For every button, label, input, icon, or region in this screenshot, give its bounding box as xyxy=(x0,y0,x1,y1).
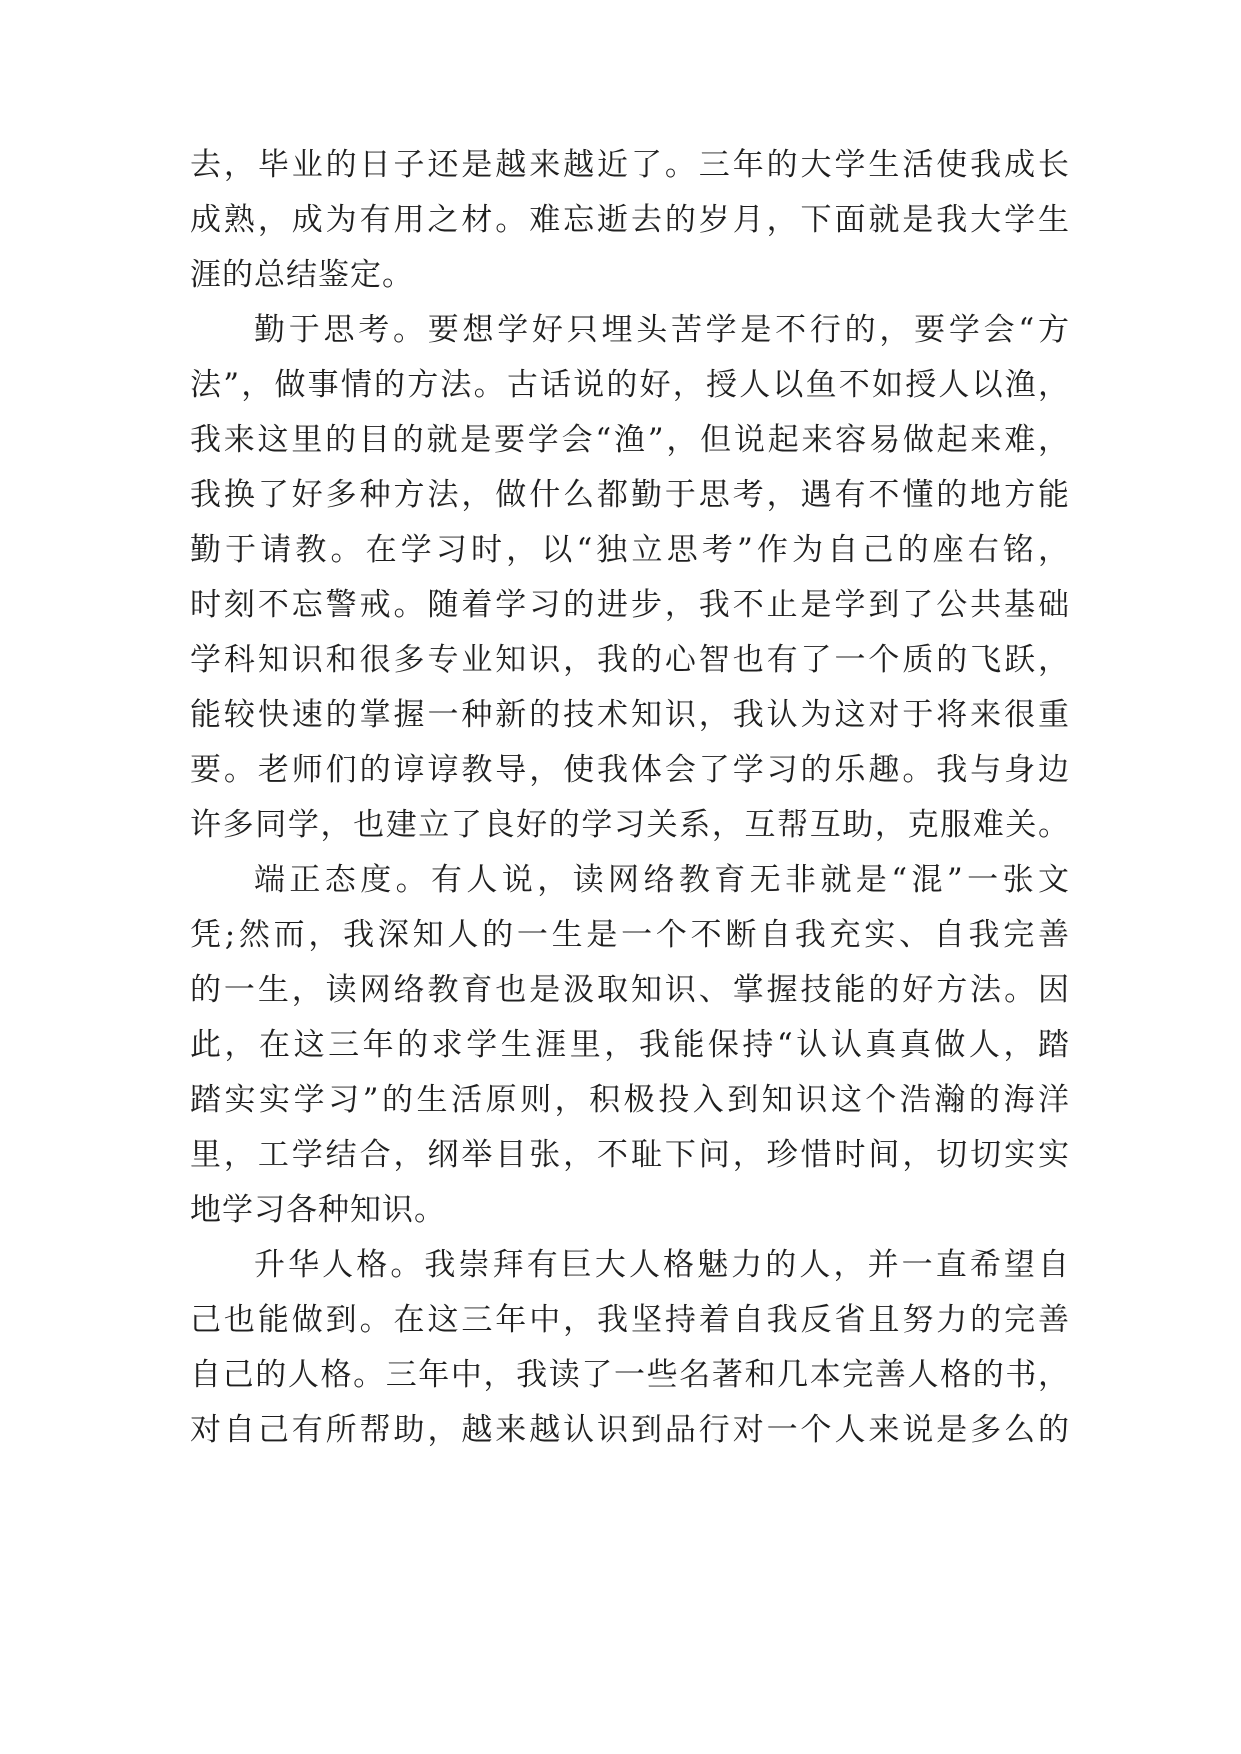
text-line: 己也能做到。在这三年中，我坚持着自我反省且努力的完善 xyxy=(190,1302,1070,1338)
text-line: 我换了好多种方法，做什么都勤于思考，遇有不懂的地方能 xyxy=(190,477,1070,513)
paragraph-first-line: 升华人格。我崇拜有巨大人格魅力的人，并一直希望自 xyxy=(254,1247,1070,1283)
text-line: 许多同学，也建立了良好的学习关系，互帮互助，克服难关。 xyxy=(190,807,1070,843)
text-line: 法”，做事情的方法。古话说的好，授人以鱼不如授人以渔， xyxy=(190,367,1070,403)
text-line: 踏实实学习”的生活原则，积极投入到知识这个浩瀚的海洋 xyxy=(190,1082,1070,1118)
text-line: 涯的总结鉴定。 xyxy=(190,257,414,293)
text-line: 能较快速的掌握一种新的技术知识，我认为这对于将来很重 xyxy=(190,697,1070,733)
text-line: 我来这里的目的就是要学会“渔”，但说起来容易做起来难， xyxy=(190,422,1070,458)
text-line: 去，毕业的日子还是越来越近了。三年的大学生活使我成长 xyxy=(190,147,1070,183)
text-line: 学科知识和很多专业知识，我的心智也有了一个质的飞跃， xyxy=(190,642,1070,678)
text-line: 此，在这三年的求学生涯里，我能保持“认认真真做人，踏 xyxy=(190,1027,1070,1063)
text-line: 的一生，读网络教育也是汲取知识、掌握技能的好方法。因 xyxy=(190,972,1070,1008)
paragraph-first-line: 端正态度。有人说，读网络教育无非就是“混”一张文 xyxy=(254,862,1070,898)
text-line: 自己的人格。三年中，我读了一些名著和几本完善人格的书， xyxy=(190,1357,1070,1393)
text-line: 里，工学结合，纲举目张，不耻下问，珍惜时间，切切实实 xyxy=(190,1137,1070,1173)
text-line: 勤于请教。在学习时，以“独立思考”作为自己的座右铭， xyxy=(190,532,1070,568)
paragraph-first-line: 勤于思考。要想学好只埋头苦学是不行的，要学会“方 xyxy=(254,312,1070,348)
text-line: 对自己有所帮助，越来越认识到品行对一个人来说是多么的 xyxy=(190,1412,1070,1448)
text-line: 时刻不忘警戒。随着学习的进步，我不止是学到了公共基础 xyxy=(190,587,1070,623)
text-line: 地学习各种知识。 xyxy=(190,1192,446,1228)
text-line: 要。老师们的谆谆教导，使我体会了学习的乐趣。我与身边 xyxy=(190,752,1070,788)
text-line: 凭;然而，我深知人的一生是一个不断自我充实、自我完善 xyxy=(190,917,1070,953)
text-line: 成熟，成为有用之材。难忘逝去的岁月，下面就是我大学生 xyxy=(190,202,1070,238)
